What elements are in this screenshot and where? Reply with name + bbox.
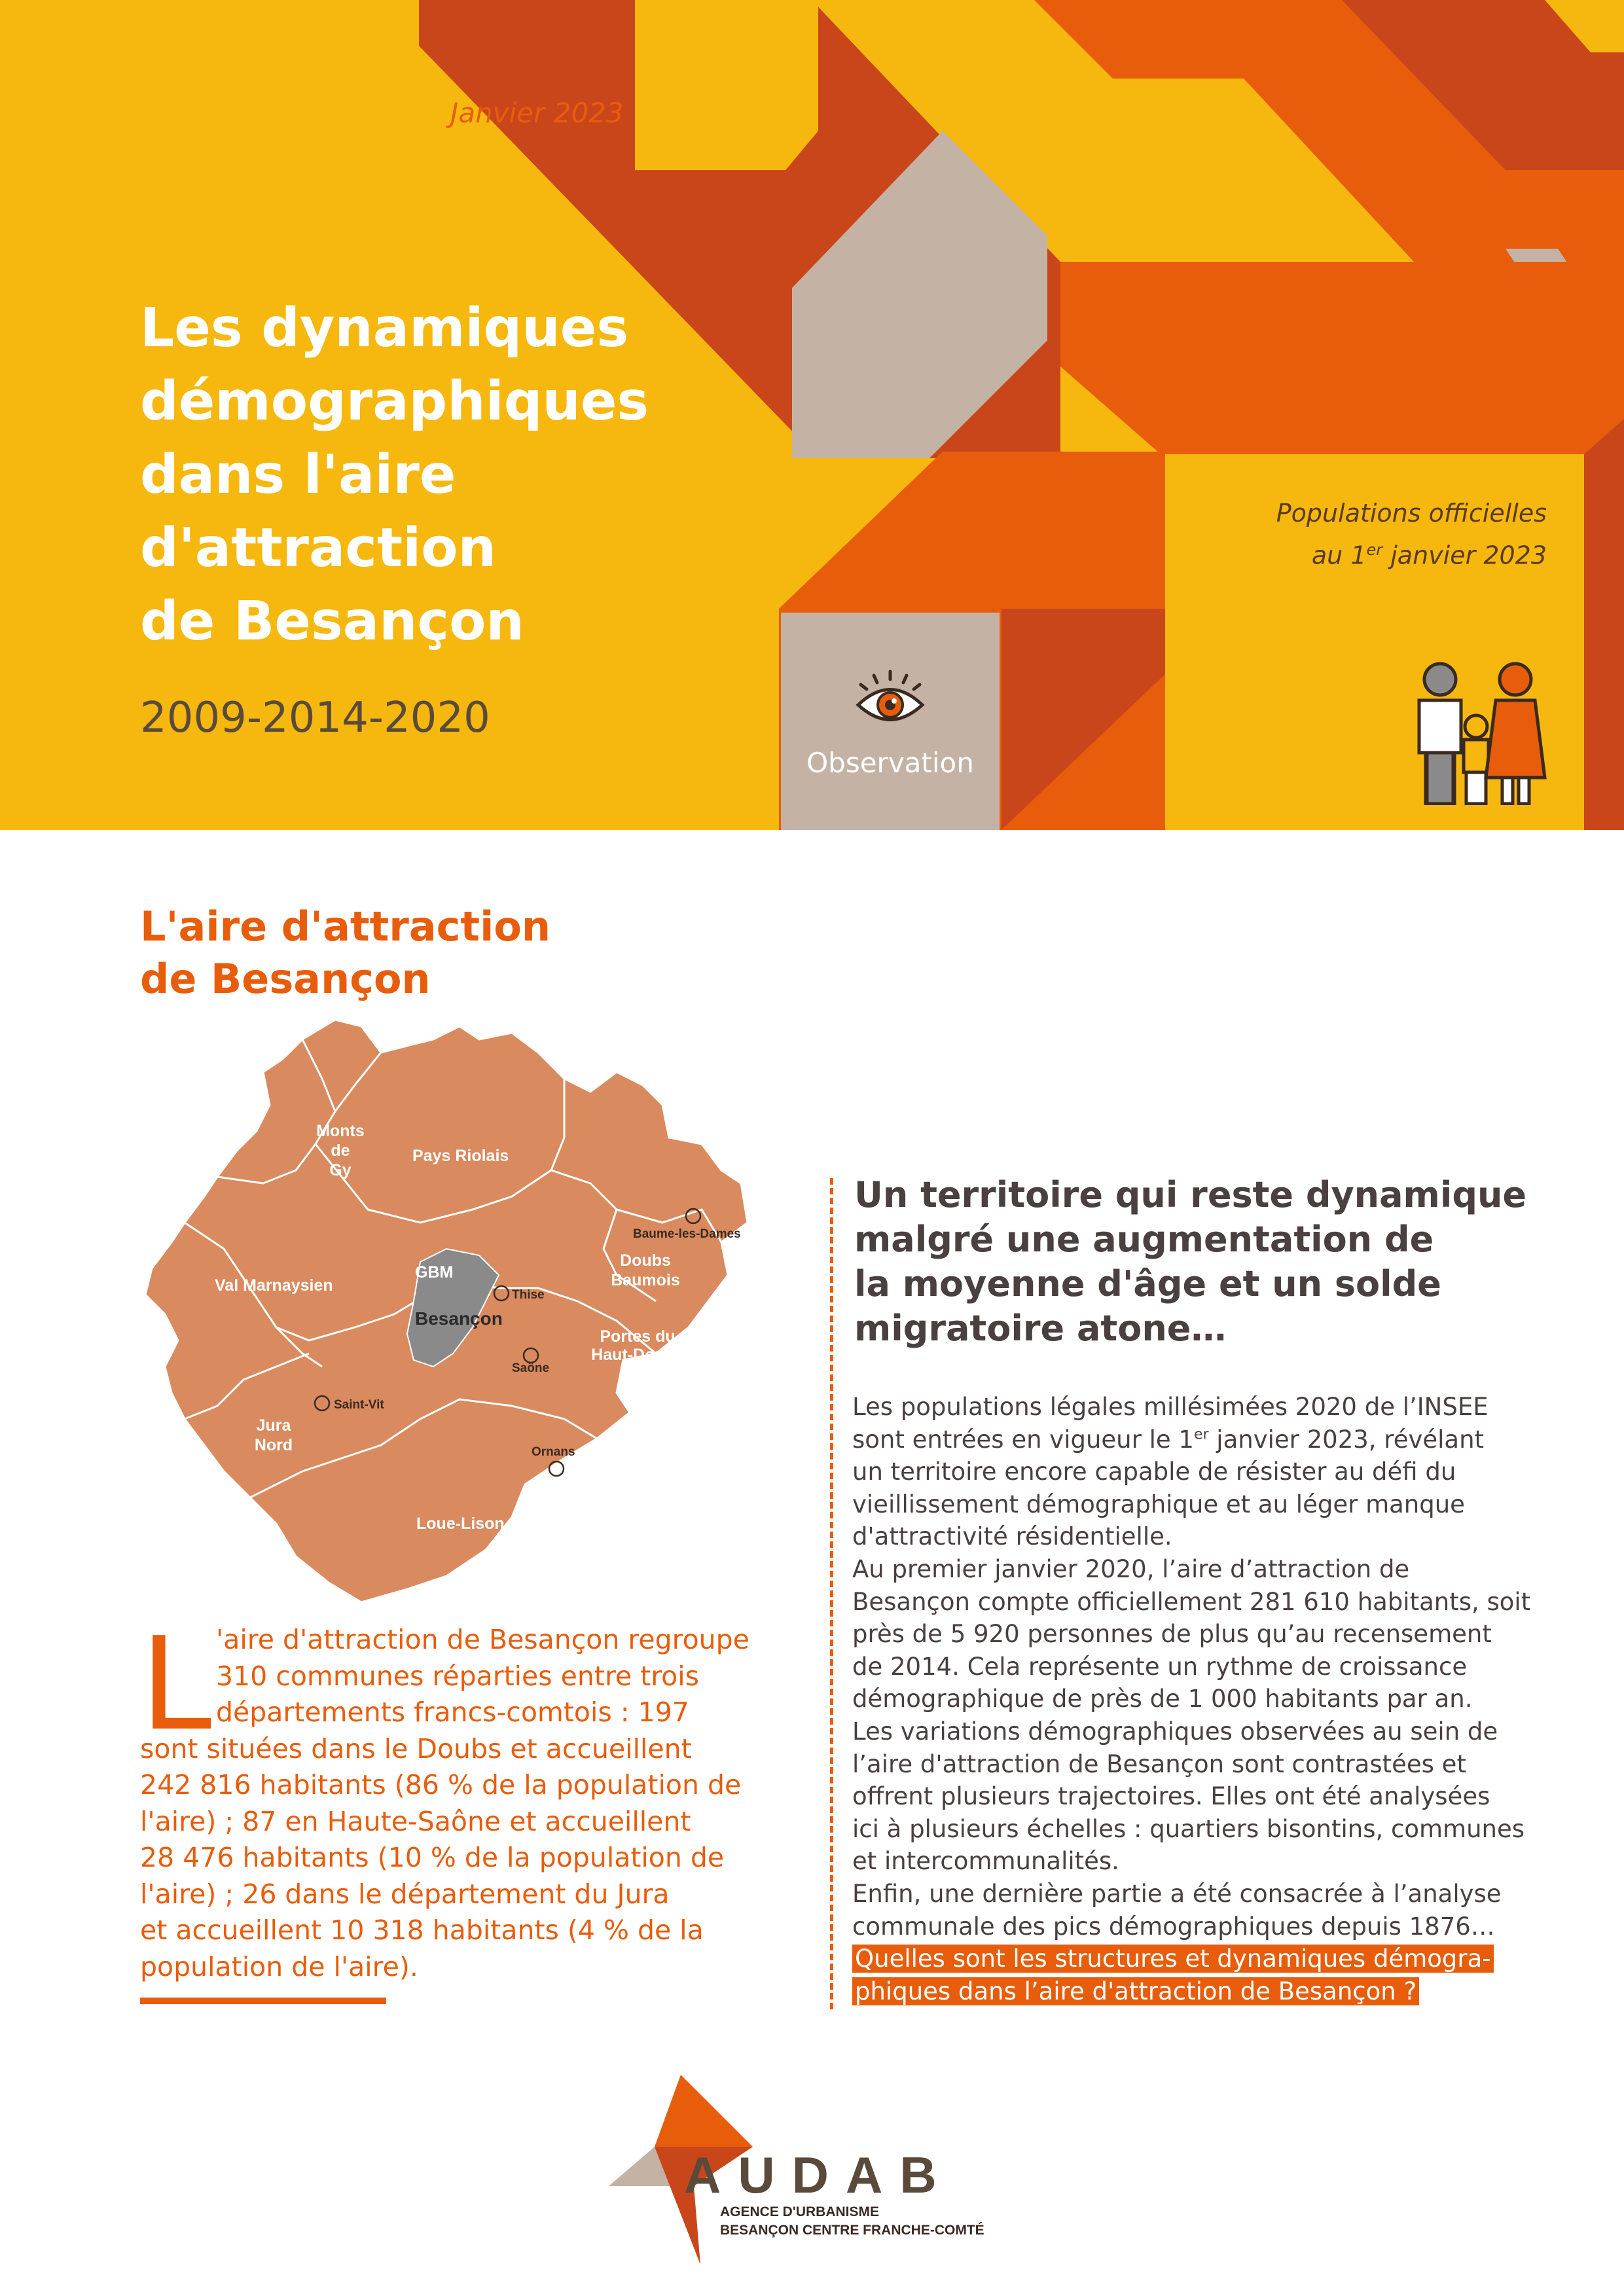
audab-logo [602, 2068, 1060, 2265]
map-label: Loue-Lison [416, 1515, 505, 1533]
map-label: Doubs [620, 1251, 671, 1270]
eye-icon [854, 669, 926, 728]
intro-line: sont situées dans le Doubs et accueillent [140, 1732, 692, 1765]
map-label: de [331, 1141, 350, 1160]
article-body [852, 1391, 1531, 2007]
body-line: Les populations légales millésimées 2020 de l’INSEE [852, 1393, 1489, 1421]
highlight-question: phiques dans l’aire d'attraction de Besançon ? [852, 1977, 1419, 2005]
body-line: l’aire d'attraction de Besançon sont contrastées et [852, 1749, 1466, 1778]
map-label: GBM [415, 1263, 454, 1282]
map-label: Val Marnaysien [215, 1276, 333, 1295]
intro-line: 'aire d'attraction de Besançon regroupe [216, 1624, 749, 1655]
issue-date: Janvier 2023 [450, 97, 624, 129]
intro-line: population de l'aire). [140, 1950, 418, 1982]
map-label: Portes du [600, 1327, 676, 1346]
intro-line: 242 816 habitants (86 % de la population de [140, 1769, 742, 1801]
years-subtitle: 2009-2014-2020 [140, 694, 490, 742]
map-label: Baumois [611, 1271, 680, 1289]
map-label-besancon: Besançon [415, 1308, 503, 1329]
title-line: d'attraction [140, 517, 496, 579]
body-line: Les variations démographiques observées au sein de [852, 1717, 1498, 1746]
logo-sub-line1: AGENCE D'URBANISME [720, 2204, 880, 2219]
body-line: et intercommunalités. [852, 1847, 1119, 1876]
observation-badge [781, 613, 1000, 830]
title-line: de Besançon [140, 590, 524, 653]
populations-line2: au 1er janvier 2023 [1311, 541, 1547, 570]
drop-cap: L [140, 1610, 212, 1759]
column-divider [830, 1178, 833, 2009]
section-title [140, 901, 550, 1005]
map-label: Saône [512, 1361, 550, 1375]
map-label: Haut-Doubs [591, 1346, 684, 1364]
map-label: Saint-Vit [334, 1398, 384, 1412]
intro-paragraph [140, 1610, 749, 1985]
body-line: un territoire encore capable de résister au défi du [852, 1458, 1456, 1486]
cover-header [0, 0, 1624, 830]
map-label: Baume-les-Dames [633, 1227, 741, 1241]
populations-label [1276, 495, 1547, 574]
intro-line: 310 communes réparties entre trois [216, 1660, 700, 1692]
body-line: Besançon compte officiellement 281 610 habitants, soit [852, 1587, 1531, 1616]
body-line: d'attractivité résidentielle. [852, 1522, 1172, 1551]
map-label: Pays Riolais [412, 1147, 509, 1165]
body-line: offrent plusieurs trajectoires. Elles ont été analysées [852, 1782, 1490, 1811]
title-line: démographiques [140, 370, 649, 433]
map-label: Nord [254, 1436, 293, 1454]
highlight-line [852, 1975, 1486, 2008]
map-label: Jura [256, 1416, 291, 1435]
section-title-line: de Besançon [140, 955, 431, 1003]
body-line: près de 5 920 personnes de plus qu’au recensement [852, 1620, 1492, 1649]
highlight-line [852, 1943, 1491, 1975]
subtitle-line: la moyenne d'âge et un solde [854, 1263, 1441, 1304]
map-label: Monts [316, 1122, 365, 1140]
intro-line: l'aire) ; 26 dans le département du Jura [140, 1878, 670, 1910]
logo-shape [655, 2075, 753, 2147]
body-line: de 2014. Cela représente un rythme de croissance [852, 1652, 1468, 1681]
logo-name: AUDAB [684, 2146, 954, 2204]
body-line: communale des pics démographiques depuis 1876… [852, 1912, 1495, 1941]
populations-line1: Populations officielles [1276, 499, 1547, 528]
subtitle-line: malgré une augmentation de [854, 1219, 1434, 1260]
logo-sub-line2: BESANÇON CENTRE FRANCHE-COMTÉ [720, 2223, 984, 2238]
title-line: dans l'aire [140, 444, 456, 506]
body-line: démographique de près de 1 000 habitants par an. [852, 1685, 1473, 1713]
subtitle-line: Un territoire qui reste dynamique [854, 1174, 1527, 1215]
title-line: Les dynamiques [140, 297, 629, 359]
family-icon [1407, 655, 1551, 805]
intro-line: l'aire) ; 87 en Haute-Saône et accueillent [140, 1805, 691, 1837]
intro-line: départements francs-comtois : 197 [216, 1696, 689, 1728]
body-line: vieillissement démographique et au léger manque [852, 1490, 1465, 1518]
aire-attraction-map [145, 1013, 787, 1609]
section-title-line: L'aire d'attraction [140, 903, 551, 950]
observation-label: Observation [806, 747, 974, 779]
body-line: Enfin, une dernière partie a été consacrée à l’analyse [852, 1879, 1502, 1908]
map-label: Gy [329, 1161, 352, 1179]
intro-line: 28 476 habitants (10 % de la population de [140, 1842, 725, 1873]
page-title [140, 292, 795, 658]
subtitle-line: migratoire atone… [854, 1308, 1227, 1349]
highlight-question: Quelles sont les structures et dynamiques démogra- [852, 1945, 1494, 1973]
intro-line: et accueillent 10 318 habitants (4 % de la [140, 1914, 704, 1946]
body-line: ici à plusieurs échelles : quartiers bisontins, communes [852, 1814, 1525, 1843]
body-line: Au premier janvier 2020, l’aire d’attraction de [852, 1554, 1410, 1583]
body-line: sont entrées en vigueur le 1er janvier 2023, révélant [852, 1425, 1485, 1454]
intro-underline [140, 1998, 386, 2004]
map-label: Thise [512, 1288, 545, 1302]
map-label: Ornans [532, 1445, 575, 1459]
article-subtitle [854, 1173, 1527, 1351]
